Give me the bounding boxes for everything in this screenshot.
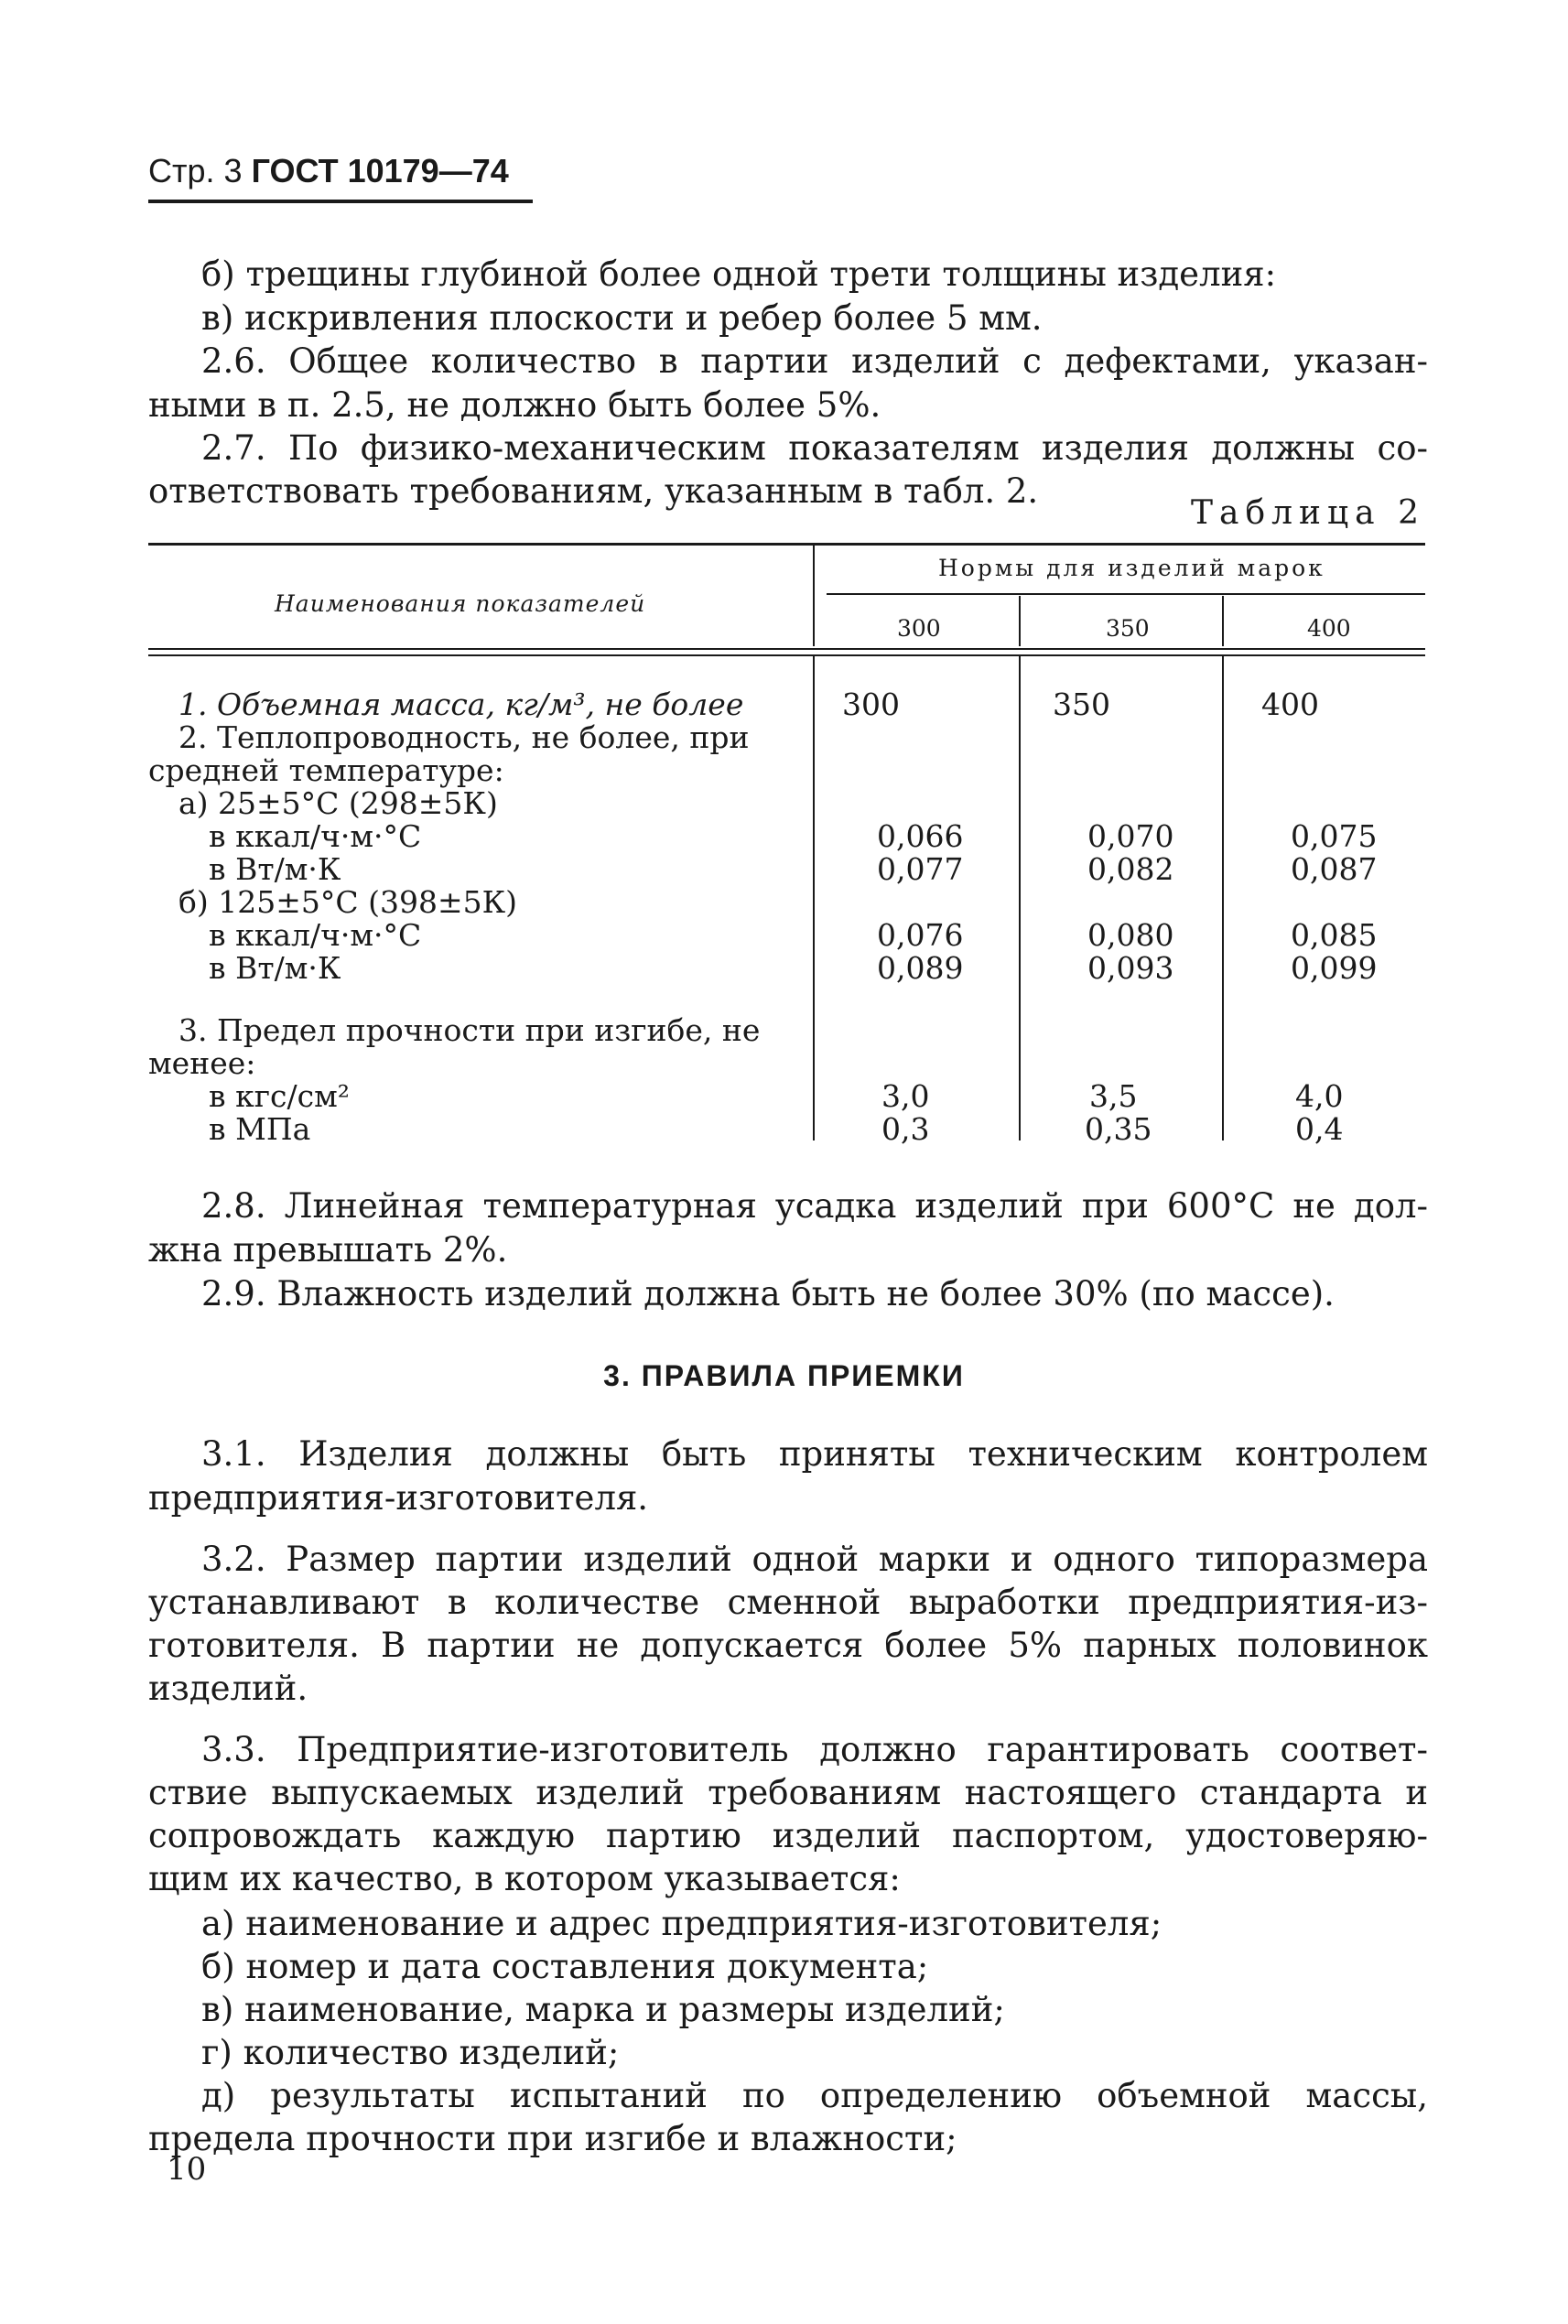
- section-3-title: 3. ПРАВИЛА ПРИЕМКИ: [603, 1359, 965, 1392]
- row-2b-label: б) 125±5°С (398±5К): [178, 884, 518, 920]
- table-top-rule: [148, 543, 1425, 546]
- cell-value: 0,087: [1291, 851, 1378, 887]
- table-vline-3-header: [1222, 596, 1224, 646]
- para-2-6-line2: ными в п. 2.5, не должно быть более 5%.: [148, 385, 881, 425]
- header-indicator-name: Наименования показателей: [275, 590, 646, 617]
- cell-value: 0,077: [877, 851, 964, 887]
- para-3-3-line1: 3.3. Предприятие-изготовитель должно гарантировать соответ-: [201, 1730, 1428, 1769]
- row-3-mpa-label: в МПа: [209, 1111, 311, 1147]
- cell-value: 3,0: [881, 1078, 930, 1114]
- list-item-v: в) наименование, марка и размеры изделий;: [201, 1990, 1005, 2029]
- list-item-b: б) номер и дата составления документа;: [201, 1947, 929, 1986]
- cell-value: 0,093: [1087, 950, 1174, 986]
- row-3-label: 3. Предел прочности при изгибе, не: [178, 1012, 761, 1048]
- cell-value: 0,099: [1291, 950, 1378, 986]
- row-2a-label: а) 25±5°С (298±5К): [178, 785, 498, 821]
- para-3-2-line3: готовителя. В партии не допускается более 5% парных половинок: [148, 1626, 1428, 1665]
- table-header-rule-1: [148, 648, 1425, 650]
- cell-value: 0,35: [1085, 1111, 1152, 1147]
- para-3-3-line2: ствие выпускаемых изделий требованиям настоящего стандарта и: [148, 1773, 1428, 1812]
- list-item-g: г) количество изделий;: [201, 2033, 620, 2072]
- table-subheader-rule: [827, 593, 1425, 595]
- table-vline-2-header: [1019, 596, 1021, 646]
- list-item-a: а) наименование и адрес предприятия-изготовителя;: [201, 1904, 1162, 1943]
- cell-value: 350: [1053, 686, 1110, 722]
- item-v-curvature: в) искривления плоскости и ребер более 5 мм.: [201, 298, 1043, 338]
- cell-value: 0,089: [877, 950, 964, 986]
- table-vline-2-body: [1019, 655, 1021, 1140]
- row-3-kgf-label: в кгс/см²: [209, 1078, 350, 1114]
- para-3-3-line4: щим их качество, в котором указывается:: [148, 1859, 901, 1898]
- standard-code: ГОСТ 10179—74: [251, 152, 509, 189]
- row-2b-wt-label: в Вт/м·К: [209, 950, 341, 986]
- table-vline-main-header: [813, 546, 815, 646]
- cell-value: 0,4: [1295, 1111, 1344, 1147]
- cell-value: 3,5: [1089, 1078, 1138, 1114]
- table-vline-main-body: [813, 655, 815, 1140]
- page-number: 10: [167, 2151, 207, 2188]
- para-3-2-line1: 3.2. Размер партии изделий одной марки и одного типоразмера: [201, 1540, 1428, 1579]
- para-3-2-line4: изделий.: [148, 1669, 308, 1708]
- row-1-label: 1. Объемная масса, кг/м³, не более: [178, 686, 744, 722]
- para-2-8-line1: 2.8. Линейная температурная усадка изделий при 600°С не дол-: [201, 1186, 1428, 1226]
- table-caption: Таблица 2: [1191, 494, 1425, 532]
- cell-value: 0,075: [1291, 818, 1378, 854]
- para-2-6-line1: 2.6. Общее количество в партии изделий с дефектами, указан-: [201, 341, 1428, 381]
- row-2a-wt-label: в Вт/м·К: [209, 851, 341, 887]
- cell-value: 0,3: [881, 1111, 930, 1147]
- item-b-cracks: б) трещины глубиной более одной трети толщины изделия:: [201, 254, 1277, 294]
- list-item-d-line2: предела прочности при изгибе и влажности;: [148, 2119, 957, 2158]
- list-item-d-line1: д) результаты испытаний по определению объемной массы,: [201, 2076, 1428, 2115]
- cell-value: 0,082: [1087, 851, 1174, 887]
- row-3-label-cont: менее:: [148, 1045, 256, 1081]
- para-3-1-line2: предприятия-изготовителя.: [148, 1478, 649, 1518]
- row-2b-kcal-label: в ккал/ч·м·°С: [209, 917, 422, 953]
- page-header: [148, 152, 509, 190]
- para-2-7-line2: ответствовать требованиям, указанным в табл. 2.: [148, 471, 1039, 511]
- cell-value: 0,080: [1087, 917, 1174, 953]
- row-2a-kcal-label: в ккал/ч·м·°С: [209, 818, 422, 854]
- para-2-8-line2: жна превышать 2%.: [148, 1230, 508, 1270]
- row-2-label: 2. Теплопроводность, не более, при: [178, 719, 750, 755]
- para-2-9: 2.9. Влажность изделий должна быть не более 30% (по массе).: [201, 1274, 1335, 1313]
- cell-value: 0,070: [1087, 818, 1174, 854]
- para-3-1-line1: 3.1. Изделия должны быть приняты техническим контролем: [201, 1434, 1428, 1474]
- header-mark-400: 400: [1307, 615, 1351, 642]
- para-3-3-line3: сопровождать каждую партию изделий паспортом, удостоверяю-: [148, 1816, 1428, 1855]
- para-3-2-line2: устанавливают в количестве сменной выработки предприятия-из-: [148, 1583, 1428, 1622]
- header-mark-300: 300: [897, 615, 941, 642]
- cell-value: 400: [1261, 686, 1319, 722]
- cell-value: 4,0: [1295, 1078, 1344, 1114]
- cell-value: 0,066: [877, 818, 964, 854]
- cell-value: 0,085: [1291, 917, 1378, 953]
- row-2-label-cont: средней температуре:: [148, 752, 504, 788]
- page-label: Стр. 3: [148, 152, 243, 189]
- table-header-rule-2: [148, 654, 1425, 656]
- table-vline-3-body: [1222, 655, 1224, 1140]
- header-mark-350: 350: [1106, 615, 1150, 642]
- cell-value: 300: [842, 686, 900, 722]
- cell-value: 0,076: [877, 917, 964, 953]
- para-2-7-line1: 2.7. По физико-механическим показателям изделия должны со-: [201, 428, 1428, 468]
- header-rule: [148, 200, 533, 203]
- header-norms: Нормы для изделий марок: [938, 555, 1325, 581]
